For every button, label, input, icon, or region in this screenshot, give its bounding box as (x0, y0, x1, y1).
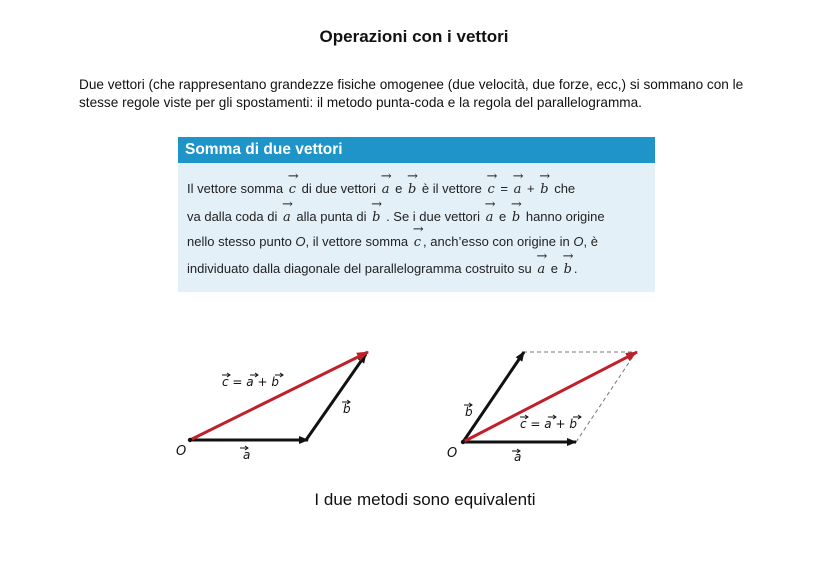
vector-c-arrow (190, 352, 368, 440)
vector-b: → b (540, 182, 548, 197)
head-to-tail-diagram (176, 352, 368, 462)
origin-point (188, 438, 192, 442)
definition-line-2: va dalla coda di → a alla punta di → b . Se i due vettori → a e → b hanno origine (187, 209, 605, 225)
conclusion-text: I due metodi sono equivalenti (314, 490, 536, 509)
vector-a: → a (382, 182, 390, 197)
label-c-sum: c = a + b (222, 375, 279, 389)
origin-label: O (447, 446, 458, 461)
intro-paragraph: Due vettori (che rappresentano grandezze fisiche omogenee (due velocità, due forze, ecc,) si sommano con le stesse regole viste per gli spostamenti: il metodo punta-coda e la regola del parallelogramma. (79, 77, 744, 110)
definition-box-header: Somma di due vettori (178, 137, 655, 163)
label-a: a (514, 450, 522, 464)
vector-b-arrow (463, 352, 524, 442)
vector-c: → c (414, 235, 421, 250)
dashed-side-right (576, 352, 636, 442)
vector-a: → a (537, 262, 545, 277)
vector-b: → b (512, 210, 520, 225)
vector-b: → b (408, 182, 416, 197)
page-title: Operazioni con i vettori (319, 27, 509, 46)
vector-a: → a (514, 182, 522, 197)
vector-b: → b (564, 262, 572, 277)
parallelogram-diagram (447, 352, 637, 464)
vector-c: → c (488, 182, 495, 197)
vector-a: → a (486, 210, 494, 225)
vector-a: → a (283, 210, 291, 225)
definition-line-1: Il vettore somma → c di due vettori → a e → b è il vettore → c = → a + → b che (187, 181, 575, 197)
origin-label: O (176, 444, 187, 459)
definition-line-4: individuato dalla diagonale del parallelogramma costruito su → a e → b . (187, 261, 578, 277)
definition-line-3: nello stesso punto O, il vettore somma → c , anch’esso con origine in O, è (187, 234, 598, 250)
vector-c: → c (289, 182, 296, 197)
label-c-sum: c = a + b (520, 417, 577, 431)
label-a: a (243, 448, 251, 462)
vector-b: → b (372, 210, 380, 225)
origin-point (461, 440, 465, 444)
label-b: b (465, 405, 473, 419)
label-b: b (343, 402, 351, 416)
